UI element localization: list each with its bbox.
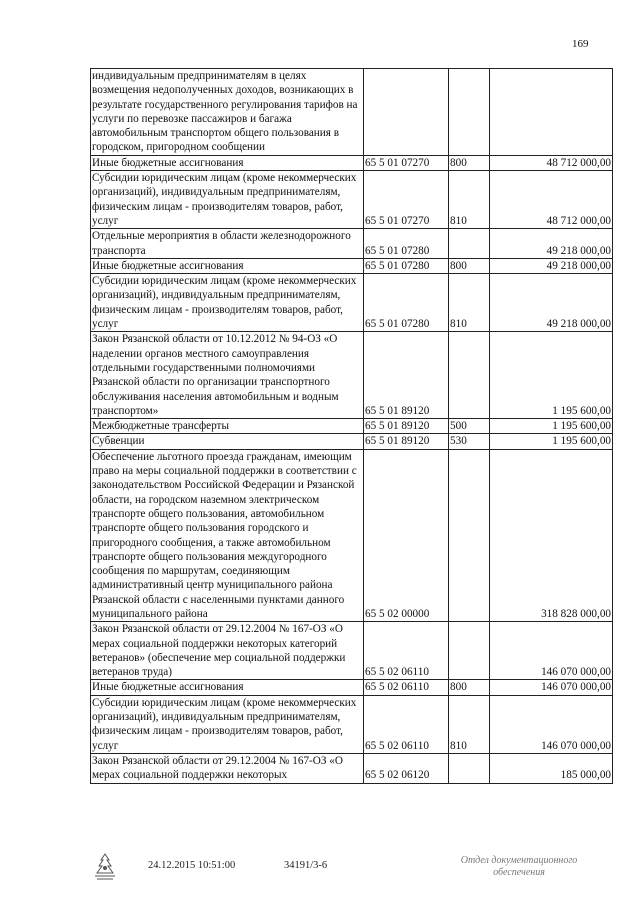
row-code: 65 5 01 07280 — [364, 229, 449, 259]
row-name: Закон Рязанской области от 29.12.2004 № 167-ОЗ «О мерах социальной поддержки некоторых категорий ветеранов» (обеспечение мер социальной поддержки ветеранов труда) — [91, 622, 364, 680]
row-name: Иные бюджетные ассигнования — [91, 155, 364, 170]
row-kind: 530 — [449, 434, 490, 449]
row-name: Отдельные мероприятия в области железнодорожного транспорта — [91, 229, 364, 259]
row-sum: 146 070 000,00 — [490, 622, 613, 680]
row-code: 65 5 01 07270 — [364, 155, 449, 170]
row-sum: 185 000,00 — [490, 753, 613, 783]
row-code: 65 5 02 00000 — [364, 449, 449, 622]
row-kind: 500 — [449, 419, 490, 434]
row-kind: 810 — [449, 171, 490, 229]
table-row — [91, 274, 613, 332]
row-name: индивидуальным предпринимателям в целях возмещения недополученных доходов, возникающих в результате государственного регулирования тарифов на услуги по перевозке пассажиров и багажа автомобильным транспортом общего пользования в городском, пригородном сообщении — [91, 69, 364, 156]
table-row — [91, 680, 613, 695]
row-kind: 800 — [449, 258, 490, 273]
row-code: 65 5 01 07270 — [364, 171, 449, 229]
table-row — [91, 69, 613, 156]
row-code: 65 5 02 06120 — [364, 753, 449, 783]
row-code: 65 5 02 06110 — [364, 695, 449, 753]
row-sum: 1 195 600,00 — [490, 332, 613, 419]
row-kind — [449, 332, 490, 419]
row-kind — [449, 69, 490, 156]
row-code: 65 5 02 06110 — [364, 680, 449, 695]
row-name: Субсидии юридическим лицам (кроме некоммерческих организаций), индивидуальным предпринимателям, физическим лицам - производителям товаров, работ, услуг — [91, 274, 364, 332]
row-sum: 146 070 000,00 — [490, 680, 613, 695]
footer-doc-number: 34191/3-6 — [284, 860, 328, 871]
row-sum: 1 195 600,00 — [490, 419, 613, 434]
budget-table — [90, 68, 613, 784]
row-name: Субвенции — [91, 434, 364, 449]
row-sum: 49 218 000,00 — [490, 258, 613, 273]
row-kind — [449, 622, 490, 680]
footer-datetime: 24.12.2015 10:51:00 — [148, 860, 236, 871]
table-row — [91, 171, 613, 229]
row-sum: 49 218 000,00 — [490, 274, 613, 332]
table-row — [91, 332, 613, 419]
row-kind — [449, 449, 490, 622]
row-sum: 146 070 000,00 — [490, 695, 613, 753]
row-kind: 800 — [449, 155, 490, 170]
stamp-line-2: обеспечения — [493, 867, 545, 878]
budget-table-body — [91, 69, 613, 784]
row-code: 65 5 01 07280 — [364, 258, 449, 273]
table-row — [91, 622, 613, 680]
table-row — [91, 434, 613, 449]
stamp-line-1: Отдел документационного — [460, 855, 578, 866]
row-code: 65 5 01 89120 — [364, 419, 449, 434]
table-row — [91, 753, 613, 783]
row-name: Обеспечение льготного проезда гражданам, имеющим право на меры социальной поддержки в соответствии с законодательством Российской Федерации и Рязанской области, на городском наземном электрическом транспорте общего пользования, автомобильном транспорте общего пользования городского и пригородного сообщения, а также автомобильном транспорте общего пользования междугородного сообщения по маршрутам, соединяющим административный центр муниципального района Рязанской области с населенными пунктами данного муниципального района — [91, 449, 364, 622]
row-kind — [449, 753, 490, 783]
row-name: Закон Рязанской области от 10.12.2012 № 94-ОЗ «О наделении органов местного самоуправления отдельными государственными полномочиями Рязанской области по организации транспортного обслуживания населения автомобильным и водным транспортом» — [91, 332, 364, 419]
row-code: 65 5 01 89120 — [364, 434, 449, 449]
table-row — [91, 155, 613, 170]
row-sum: 318 828 000,00 — [490, 449, 613, 622]
row-kind: 810 — [449, 695, 490, 753]
row-name: Субсидии юридическим лицам (кроме некоммерческих организаций), индивидуальным предпринимателям, физическим лицам - производителям товаров, работ, услуг — [91, 695, 364, 753]
page-number: 169 — [572, 38, 589, 50]
row-name: Иные бюджетные ассигнования — [91, 680, 364, 695]
row-code — [364, 69, 449, 156]
table-row — [91, 695, 613, 753]
row-sum: 48 712 000,00 — [490, 171, 613, 229]
table-row — [91, 258, 613, 273]
row-kind — [449, 229, 490, 259]
row-name: Закон Рязанской области от 29.12.2004 № 167-ОЗ «О мерах социальной поддержки некоторых — [91, 753, 364, 783]
row-sum: 49 218 000,00 — [490, 229, 613, 259]
row-name: Межбюджетные трансферты — [91, 419, 364, 434]
row-sum: 48 712 000,00 — [490, 155, 613, 170]
table-row — [91, 229, 613, 259]
row-kind: 800 — [449, 680, 490, 695]
department-stamp — [444, 855, 594, 879]
row-code: 65 5 02 06110 — [364, 622, 449, 680]
row-sum — [490, 69, 613, 156]
row-name: Иные бюджетные ассигнования — [91, 258, 364, 273]
row-code: 65 5 01 07280 — [364, 274, 449, 332]
row-kind: 810 — [449, 274, 490, 332]
row-name: Субсидии юридическим лицам (кроме некоммерческих организаций), индивидуальным предпринимателям, физическим лицам - производителям товаров, работ, услуг — [91, 171, 364, 229]
coat-of-arms-icon — [92, 852, 118, 882]
row-sum: 1 195 600,00 — [490, 434, 613, 449]
row-code: 65 5 01 89120 — [364, 332, 449, 419]
table-row — [91, 449, 613, 622]
table-row — [91, 419, 613, 434]
